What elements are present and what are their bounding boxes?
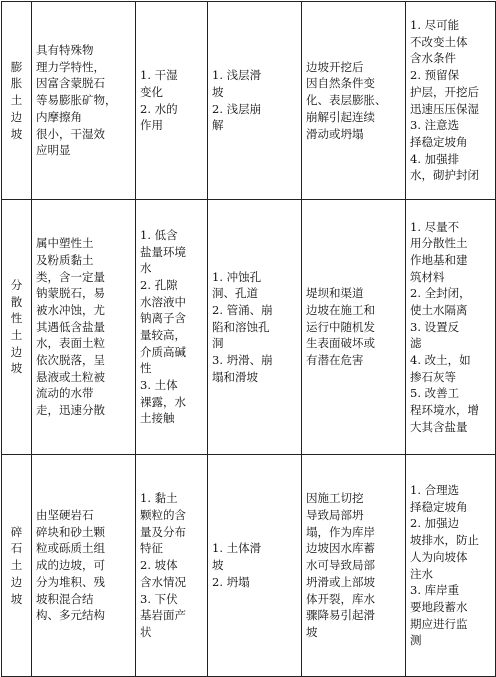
factors-text: 1. 低含 盐量环境 水 2. 孔隙 水溶液中 钠离子含 量较高， 介质高碱 性 3. 土体 裸露，水 土接触	[140, 227, 186, 426]
slope-type-label: 膨胀 土边 坡	[10, 59, 23, 141]
cause-cell	[302, 455, 406, 677]
damage-forms-text: 1. 浅层滑 坡 2. 浅层崩 解	[212, 68, 262, 133]
damage-forms-text: 1. 冲蚀孔 洞、孔道 2. 管涌、崩 陷和溶蚀孔 洞 3. 坍滑、崩 塌和滑坡	[212, 269, 273, 384]
nature-text: 由坚硬岩石 碎块和砂土颗 粒或砾质土组 成的边坡，可 分为堆积、残 坡积混合结 构、多元结构	[36, 508, 105, 623]
damage-forms-cell	[208, 2, 302, 200]
slope-type-label: 碎石 土边 坡	[10, 524, 23, 606]
damage-forms-cell	[208, 200, 302, 455]
measures-cell	[406, 2, 496, 200]
cause-text: 边坡开挖后 因自然条件变 化、表层膨胀、 崩解引起连续 滑动或坍塌	[306, 59, 387, 141]
table-row	[2, 455, 496, 677]
damage-forms-text: 1. 土体滑 坡 2. 坍塌	[212, 541, 262, 589]
table-row	[2, 200, 496, 455]
cause-text: 堤坝和渠道 边坡在施工和 运行中随机发 生表面破坏或 有潜在危害	[306, 286, 375, 367]
nature-cell	[32, 2, 136, 200]
damage-forms-cell	[208, 455, 302, 677]
slope-type-cell	[2, 2, 32, 200]
table-row	[2, 2, 496, 200]
nature-text: 具有特殊物 理力学特性， 因富含蒙脱石 等易膨胀矿物， 内摩擦角 很小，干湿效 应明显	[36, 43, 117, 158]
factors-cell	[136, 455, 208, 677]
nature-cell	[32, 200, 136, 455]
cause-cell	[302, 2, 406, 200]
slope-type-label: 分散 性土 边坡	[10, 277, 23, 376]
slope-type-cell	[2, 200, 32, 455]
factors-text: 1. 干湿 变化 2. 水的 作用	[140, 68, 178, 133]
measures-cell	[406, 200, 496, 455]
measures-text: 1. 尽可能 不改变土体 含水条件 2. 预留保 护层，开挖后 迅速压压保湿 3. 注意选 择稳定坡角 4. 加强排 水，砌护封闭	[410, 18, 479, 183]
slope-type-cell	[2, 455, 32, 677]
factors-cell	[136, 2, 208, 200]
factors-text: 1. 黏土 颗粒的含 量及分布 特征 2. 坡体 含水情况 3. 下伏 基岩面产 状	[140, 491, 186, 639]
nature-text: 属中塑性土 及粉质黏土 类，含一定量 钠蒙脱石，易 被水冲蚀，尤 其遇低含盐量 水，表面土粒 依次脱落，呈 悬液或土粒被 流动的水带 走，迅速分散	[36, 236, 105, 418]
factors-cell	[136, 200, 208, 455]
cause-cell	[302, 200, 406, 455]
measures-text: 1. 合理选 择稳定坡角 2. 加强边 坡排水，防止 人为向坡体 注水 3. 库岸重 要地段蓄水 期应进行监 测	[410, 483, 479, 648]
slope-types-table	[1, 1, 496, 677]
measures-cell	[406, 455, 496, 677]
nature-cell	[32, 455, 136, 677]
measures-text: 1. 尽量不 用分散性土 作地基和建 筑材料 2. 全封闭， 使土水隔离 3. 设置反 滤 4. 改土，如 掺石灰等 5. 改善工 程环境水，增 大其含盐量	[410, 219, 479, 434]
cause-text: 因施工切挖 导致局部坍 塌，作为库岸 边坡因水库蓄 水可导致局部 坍滑或上部坡 体开裂，库水 骤降易引起滑 坡	[306, 491, 375, 639]
